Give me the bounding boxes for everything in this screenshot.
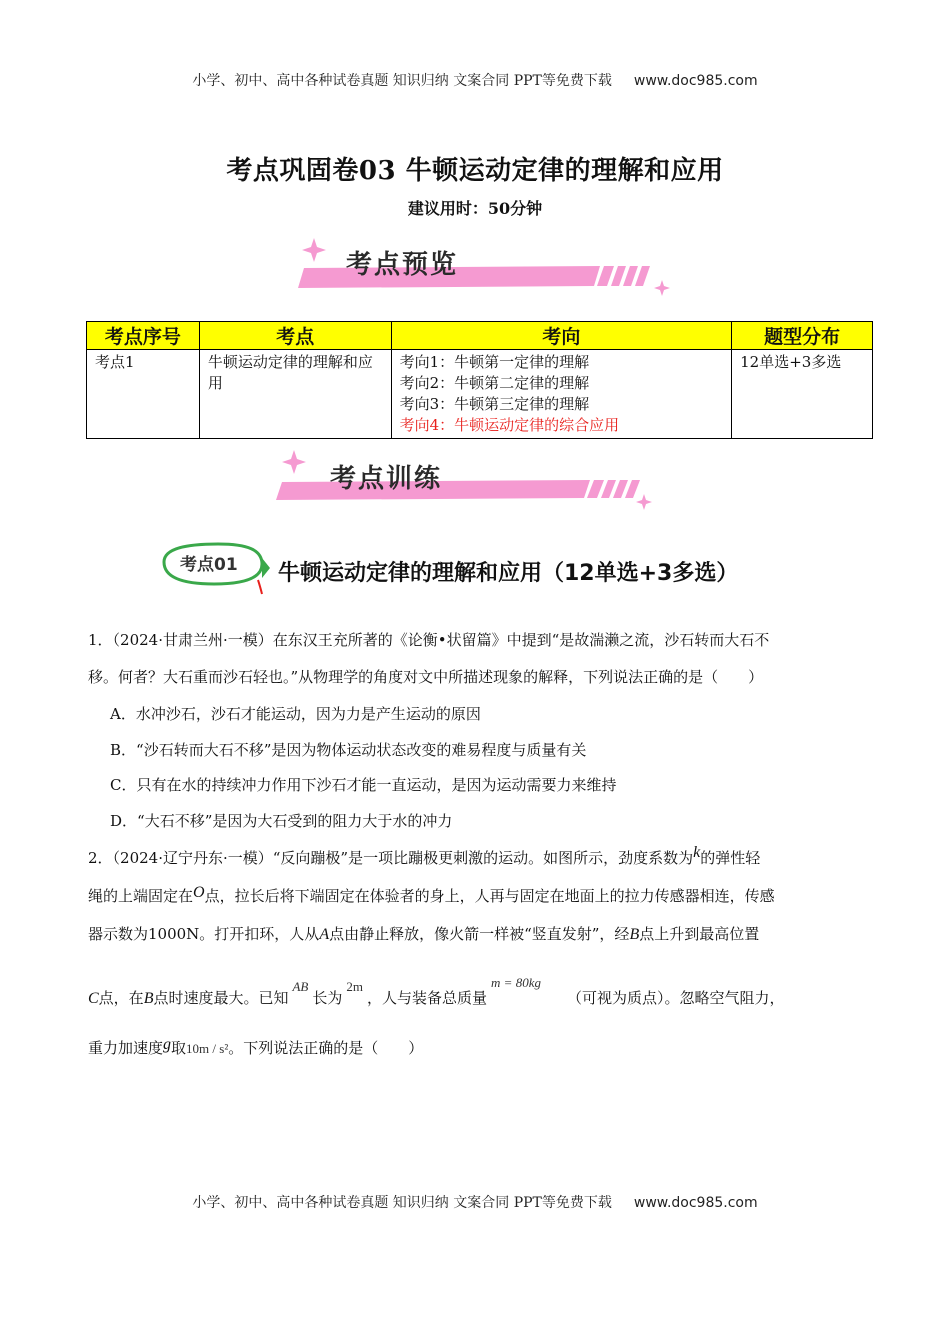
math-b2: B: [143, 990, 154, 1007]
direction-item-highlight: 考向4：牛顿运动定律的综合应用: [399, 416, 620, 434]
q2-text: 点上升到最高位置: [639, 925, 760, 943]
banner-training-label: 考点训练: [330, 464, 443, 494]
math-ab: AB: [292, 979, 309, 994]
section-tag-label: 考点01: [180, 555, 238, 575]
document-title: 考点巩固卷03 牛顿运动定律的理解和应用: [226, 156, 724, 186]
q2-text: 器示数为1000N。打开扣环，人从: [88, 925, 320, 943]
table-row: [87, 350, 873, 439]
math-a: A: [319, 926, 330, 943]
math-k: k: [693, 844, 701, 861]
header-site-link[interactable]: www.doc985.com: [633, 73, 758, 89]
math-length: 2m: [346, 979, 364, 994]
q2-stem-line1: [88, 844, 761, 869]
direction-item: 考向2：牛顿第二定律的理解: [399, 374, 590, 392]
math-b: B: [629, 926, 640, 943]
q2-text: 的弹性轻: [700, 849, 761, 867]
q2-stem-line2: [88, 886, 775, 907]
section-tag: [158, 540, 273, 596]
math-o: O: [193, 884, 205, 901]
q2-text: （可视为质点）。忽略空气阻力，: [566, 989, 785, 1007]
distribution-cell: 12单选+3多选: [732, 350, 873, 439]
table-header-cell: 题型分布: [732, 322, 873, 350]
footer-site-link[interactable]: www.doc985.com: [633, 1195, 758, 1211]
q2-text: 点，拉长后将下端固定在体验者的身上，人再与固定在地面上的拉力传感器相连，传感: [204, 887, 775, 905]
table-header-cell: 考点: [199, 322, 391, 350]
q2-text: 。下列说法正确的是（ ）: [228, 1039, 424, 1057]
banner-training: [268, 446, 658, 516]
topic-table: [86, 321, 873, 439]
footer-note: 小学、初中、高中各种试卷真题 知识归纳 文案合同 PPT等免费下载: [192, 1195, 612, 1211]
topic-directions-cell: [391, 350, 732, 439]
page-header: [0, 70, 950, 90]
table-header-row: [87, 322, 873, 350]
q1-stem-line1: 1．（2024·甘肃兰州·一模）在东汉王充所著的《论衡•状留篇》中提到“是故湍濑之流，沙石转而大石不: [88, 631, 770, 649]
q1-option-a: A．水冲沙石，沙石才能运动，因为力是产生运动的原因: [110, 705, 481, 723]
document-subtitle: 建议用时：50分钟: [407, 199, 543, 218]
banner-preview-label: 考点预览: [346, 250, 459, 280]
page-footer: [0, 1192, 950, 1212]
banner-ribbon-icon: [268, 446, 658, 516]
q2-text: 绳的上端固定在: [88, 887, 194, 905]
direction-item: 考向3：牛顿第三定律的理解: [399, 395, 590, 413]
q2-text: 重力加速度: [88, 1039, 164, 1057]
q2-text: ，人与装备总质量: [367, 989, 488, 1007]
q2-text: 长为: [312, 989, 343, 1007]
q2-text: 点由静止释放，像火箭一样被“竖直发射”，经: [329, 925, 630, 943]
topic-index-cell: 考点1: [87, 350, 200, 439]
q2-stem-line4: [88, 975, 785, 1009]
banner-ribbon-icon: [282, 232, 672, 302]
section-title: 牛顿运动定律的理解和应用（12单选+3多选）: [278, 561, 739, 586]
q2-stem-line3: [88, 924, 759, 945]
q1-option-d: D．“大石不移”是因为大石受到的阻力大于水的冲力: [110, 812, 453, 830]
q2-text: 点时速度最大。已知: [153, 989, 289, 1007]
q2-text: 2．（2024·辽宁丹东·一模）“反向蹦极”是一项比蹦极更刺激的运动。如图所示，劲度系数为: [88, 849, 694, 867]
q1-stem-line2: 移。何者？大石重而沙石轻也。”从物理学的角度对文中所描述现象的解释，下列说法正确的是（ ）: [88, 668, 764, 686]
q2-stem-line5: [88, 1038, 423, 1059]
math-gval: 10m / s²: [186, 1041, 229, 1056]
header-note: 小学、初中、高中各种试卷真题 知识归纳 文案合同 PPT等免费下载: [192, 73, 612, 89]
math-mass: m = 80kg: [491, 975, 541, 990]
q1-option-c: C．只有在水的持续冲力作用下沙石才能一直运动，是因为运动需要力来维持: [110, 776, 617, 794]
banner-preview: [282, 232, 672, 302]
math-c: C: [88, 990, 99, 1007]
table-header-cell: 考向: [391, 322, 732, 350]
q2-text: 取: [171, 1039, 187, 1057]
q2-text: 点，在: [98, 989, 144, 1007]
math-g: g: [163, 1036, 172, 1053]
topic-name-cell: 牛顿运动定律的理解和应用: [199, 350, 391, 439]
table-header-cell: 考点序号: [87, 322, 200, 350]
q1-option-b: B．“沙石转而大石不移”是因为物体运动状态改变的难易程度与质量有关: [110, 741, 587, 759]
direction-item: 考向1：牛顿第一定律的理解: [399, 353, 590, 371]
